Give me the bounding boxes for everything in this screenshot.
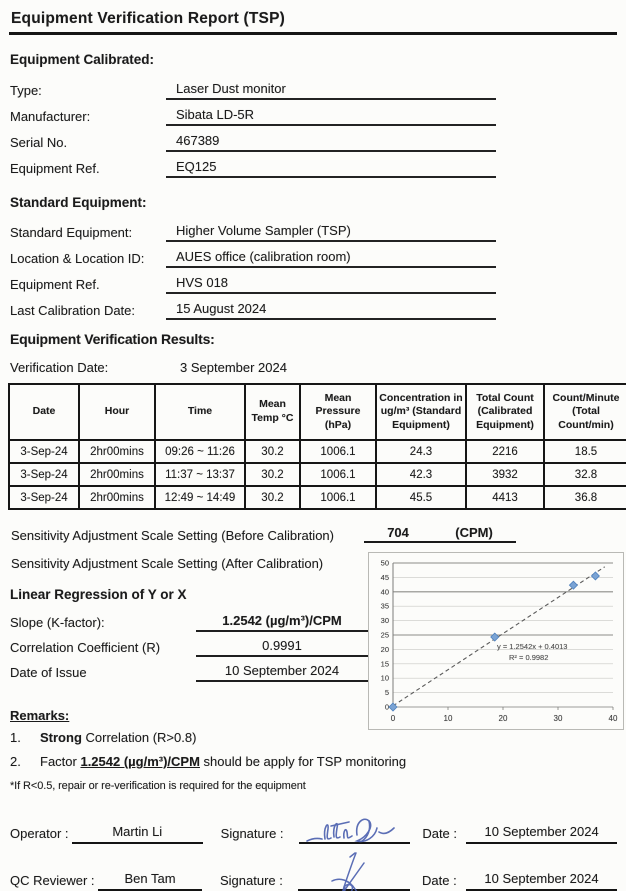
date-of-issue-value: 10 September 2024	[196, 663, 368, 682]
svg-text:40: 40	[380, 587, 389, 597]
calibration-chart	[368, 552, 624, 730]
svg-text:10: 10	[380, 673, 389, 683]
field-value: 15 August 2024	[166, 301, 496, 320]
sensitivity-before-label: Sensitivity Adjustment Scale Setting (Before Calibration)	[11, 528, 334, 543]
field-label: Location & Location ID:	[10, 251, 145, 266]
operator-date: 10 September 2024	[466, 824, 617, 844]
cell: 32.8	[544, 463, 626, 486]
svg-text:5: 5	[384, 688, 389, 698]
field-row-standard-equipment	[10, 216, 617, 242]
sensitivity-before-value: 704	[387, 525, 409, 540]
svg-text:25: 25	[380, 630, 389, 640]
date-label: Date :	[422, 873, 457, 888]
field-row-equipment-ref	[10, 152, 617, 178]
col-header-date: Date	[9, 384, 79, 440]
date-of-issue-label: Date of Issue	[10, 665, 87, 680]
field-label: Serial No.	[10, 135, 68, 150]
cell: 2hr00mins	[79, 486, 155, 509]
cell: 11:37 ~ 13:37	[155, 463, 245, 486]
field-label: Last Calibration Date:	[10, 303, 136, 318]
remarks-heading: Remarks:	[10, 708, 70, 723]
field-value: Sibata LD-5R	[166, 107, 496, 126]
section-heading-equipment-calibrated: Equipment Calibrated:	[10, 52, 155, 67]
svg-text:45: 45	[380, 572, 389, 582]
cell: 45.5	[376, 486, 466, 509]
cell: 1006.1	[300, 463, 376, 486]
footnote: *If R<0.5, repair or re-verification is required for the equipment	[10, 780, 306, 792]
svg-text:15: 15	[380, 659, 389, 669]
col-header-total-count: Total Count (Calibrated Equipment)	[466, 384, 544, 440]
cell: 30.2	[245, 440, 300, 463]
field-row-std-equipment-ref	[10, 268, 617, 294]
cell: 2216	[466, 440, 544, 463]
field-value: EQ125	[166, 159, 496, 178]
correlation-row	[10, 632, 374, 657]
scatter-plot	[369, 553, 623, 729]
remark-item-2	[10, 754, 617, 769]
title-rule	[9, 8, 617, 35]
qc-signoff-row	[10, 865, 617, 891]
field-row-manufacturer	[10, 100, 617, 126]
svg-text:35: 35	[380, 601, 389, 611]
field-value: HVS 018	[166, 275, 496, 294]
qc-signature-scribble	[322, 851, 386, 891]
col-header-count-per-minute: Count/Minute (Total Count/min)	[544, 384, 626, 440]
qc-signature-line	[298, 871, 410, 891]
field-value: 3 September 2024	[180, 360, 287, 375]
table-row	[9, 440, 626, 463]
table-header-row	[9, 384, 626, 440]
operator-name: Martin Li	[72, 824, 203, 844]
operator-signature-line	[299, 824, 411, 844]
svg-text:0: 0	[384, 702, 389, 712]
field-label: Standard Equipment:	[10, 225, 133, 240]
field-value: AUES office (calibration room)	[166, 249, 496, 268]
svg-text:30: 30	[380, 616, 389, 626]
page-title: Equipment Verification Report (TSP)	[11, 10, 285, 27]
table-row	[9, 486, 626, 509]
cell: 2hr00mins	[79, 440, 155, 463]
cell: 36.8	[544, 486, 626, 509]
cell: 3-Sep-24	[9, 463, 79, 486]
svg-text:20: 20	[380, 644, 389, 654]
col-header-time: Time	[155, 384, 245, 440]
sensitivity-before-line	[364, 525, 516, 543]
field-row-last-calibration-date	[10, 294, 617, 320]
cell: 1006.1	[300, 440, 376, 463]
sensitivity-after-label: Sensitivity Adjustment Scale Setting (After Calibration)	[11, 556, 324, 571]
table-row	[9, 463, 626, 486]
svg-text:R² = 0.9982: R² = 0.9982	[509, 653, 549, 662]
remark-text: Strong Correlation (R>0.8)	[40, 730, 197, 745]
cell: 12:49 ~ 14:49	[155, 486, 245, 509]
cell: 1006.1	[300, 486, 376, 509]
col-header-mean-temp: Mean Temp °C	[245, 384, 300, 440]
cell: 4413	[466, 486, 544, 509]
qc-reviewer-name: Ben Tam	[98, 871, 202, 891]
field-row-verification-date	[10, 351, 617, 377]
field-label: Type:	[10, 83, 42, 98]
signature-label: Signature :	[220, 873, 283, 888]
slope-row	[10, 607, 374, 632]
remark-number: 2.	[10, 754, 21, 769]
signature-label: Signature :	[220, 826, 284, 841]
cell: 3-Sep-24	[9, 440, 79, 463]
cell: 30.2	[245, 463, 300, 486]
cell: 2hr00mins	[79, 463, 155, 486]
svg-text:0: 0	[390, 714, 396, 723]
remark-number: 1.	[10, 730, 21, 745]
qc-reviewer-label: QC Reviewer :	[10, 873, 95, 888]
cell: 24.3	[376, 440, 466, 463]
correlation-label: Correlation Coefficient (R)	[10, 640, 161, 655]
date-of-issue-row	[10, 657, 374, 682]
date-label: Date :	[422, 826, 458, 841]
sensitivity-before-row	[10, 519, 617, 546]
cell: 42.3	[376, 463, 466, 486]
field-row-serial-no	[10, 126, 617, 152]
field-label: Equipment Ref.	[10, 161, 100, 176]
section-heading-verification-results: Equipment Verification Results:	[10, 331, 215, 347]
svg-text:10: 10	[443, 714, 453, 723]
cell: 3932	[466, 463, 544, 486]
field-value: 467389	[166, 133, 496, 152]
qc-date: 10 September 2024	[466, 871, 617, 891]
cell: 30.2	[245, 486, 300, 509]
svg-text:30: 30	[553, 714, 563, 723]
svg-text:20: 20	[498, 714, 508, 723]
svg-text:40: 40	[608, 714, 618, 723]
section-heading-linear-regression: Linear Regression of Y or X	[10, 587, 187, 602]
field-value: Laser Dust monitor	[166, 81, 496, 100]
col-header-hour: Hour	[79, 384, 155, 440]
section-heading-standard-equipment: Standard Equipment:	[10, 195, 147, 210]
field-label: Manufacturer:	[10, 109, 91, 124]
operator-label: Operator :	[10, 826, 69, 841]
remark-item-1	[10, 730, 374, 745]
field-row-type	[10, 74, 617, 100]
cell: 3-Sep-24	[9, 486, 79, 509]
remark-text: Factor 1.2542 (µg/m³)/CPM should be apply for TSP monitoring	[40, 754, 407, 769]
slope-value: 1.2542 (µg/m³)/CPM	[196, 613, 368, 632]
cell: 09:26 ~ 11:26	[155, 440, 245, 463]
operator-signature-scribble	[305, 812, 401, 848]
cell: 18.5	[544, 440, 626, 463]
col-header-mean-pressure: Mean Pressure (hPa)	[300, 384, 376, 440]
correlation-value: 0.9991	[196, 638, 368, 657]
operator-signoff-row	[10, 818, 617, 844]
field-value: Higher Volume Sampler (TSP)	[166, 223, 496, 242]
field-label: Verification Date:	[10, 360, 109, 375]
field-row-location	[10, 242, 617, 268]
sensitivity-before-unit: (CPM)	[455, 525, 493, 540]
verification-results-table	[8, 383, 626, 510]
field-label: Equipment Ref.	[10, 277, 100, 292]
col-header-concentration: Concentration in ug/m³ (Standard Equipment)	[376, 384, 466, 440]
svg-text:50: 50	[380, 558, 389, 568]
svg-text:y = 1.2542x + 0.4013: y = 1.2542x + 0.4013	[497, 642, 568, 651]
slope-label: Slope (K-factor):	[10, 615, 105, 630]
